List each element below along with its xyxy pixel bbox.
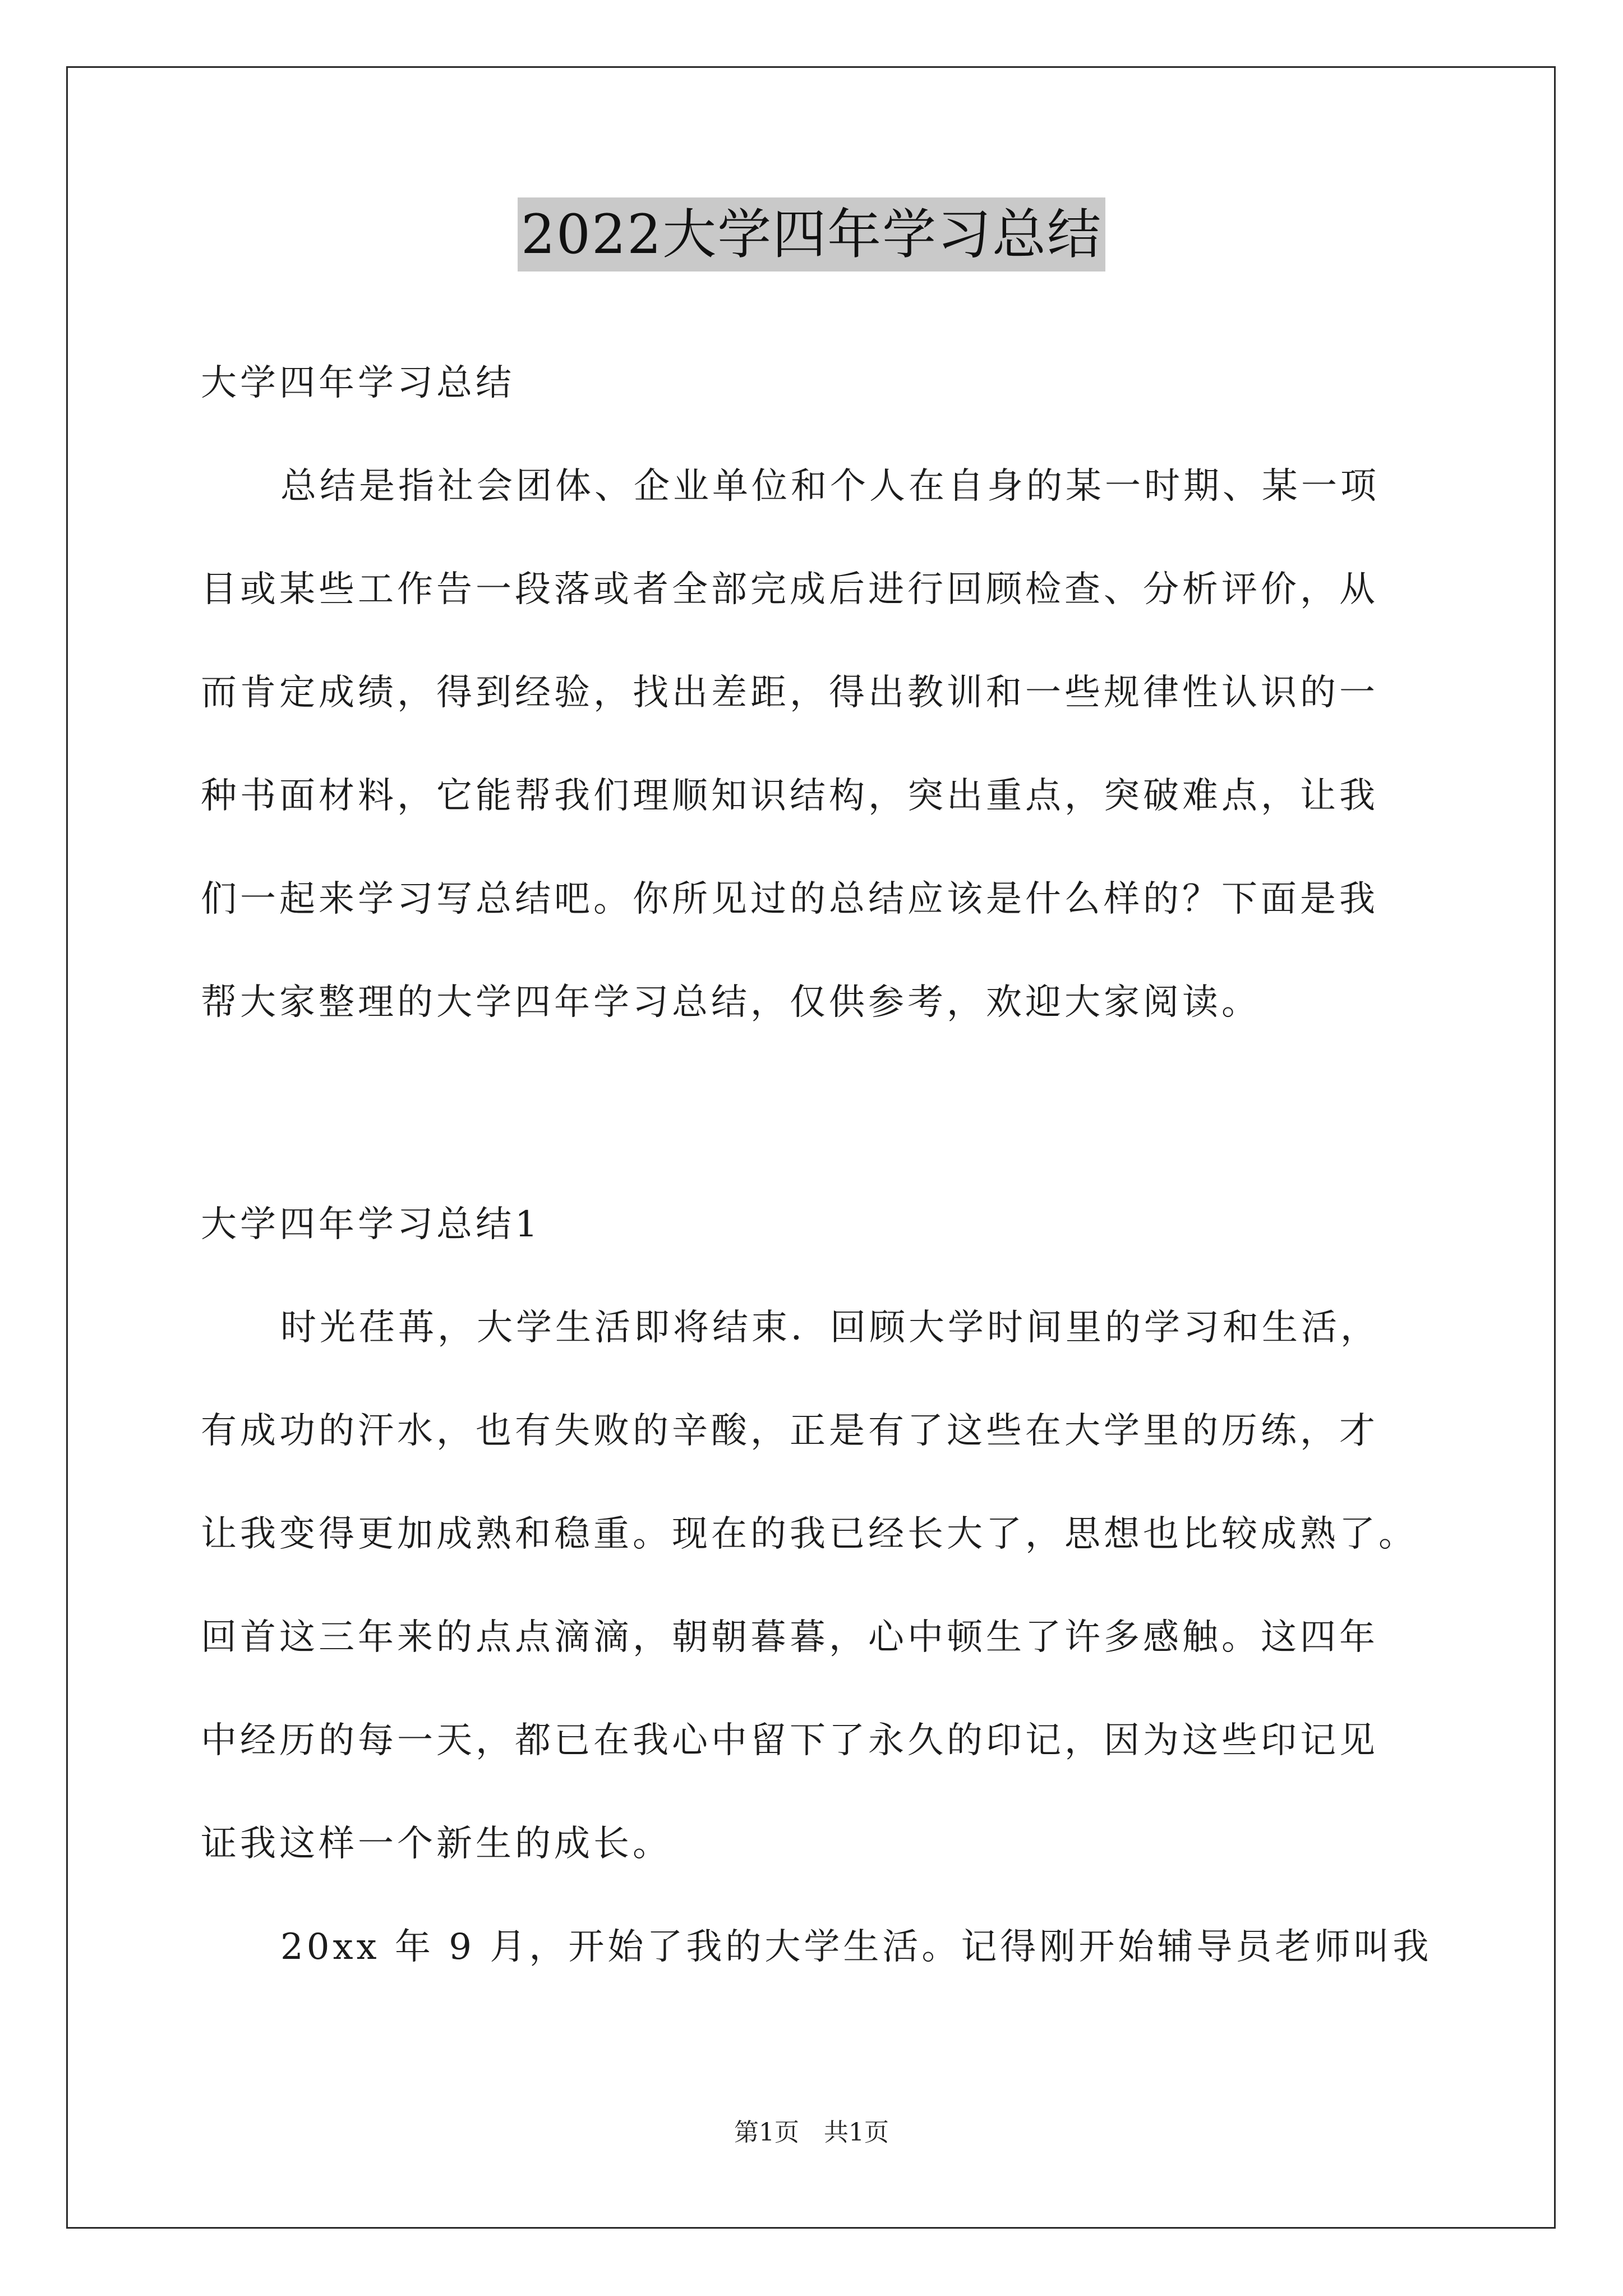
section-heading-1: 大学四年学习总结1 — [201, 1204, 541, 1245]
paragraph-line-6: 证我这样一个新生的成长。 — [201, 1823, 672, 1865]
section-heading: 大学四年学习总结 — [201, 362, 515, 404]
page-footer: 第1页 共1页 — [734, 2118, 889, 2147]
title-container — [0, 197, 1623, 272]
intro-line-5: 们一起来学习写总结吧。你所见过的总结应该是什么样的？下面是我 — [201, 878, 1378, 920]
document-title: 2022大学四年学习总结 — [518, 197, 1105, 272]
intro-line-2: 目或某些工作告一段落或者全部完成后进行回顾检查、分析评价，从 — [201, 569, 1378, 610]
paragraph-line-2: 有成功的汗水，也有失败的辛酸，正是有了这些在大学里的历练，才 — [201, 1410, 1378, 1452]
paragraph-line-4: 回首这三年来的点点滴滴，朝朝暮暮，心中顿生了许多感触。这四年 — [201, 1617, 1378, 1658]
intro-line-3: 而肯定成绩，得到经验，找出差距，得出教训和一些规律性认识的一 — [201, 672, 1378, 714]
paragraph-line-5: 中经历的每一天，都已在我心中留下了永久的印记，因为这些印记见 — [201, 1720, 1378, 1761]
intro-line-1: 总结是指社会团体、企业单位和个人在自身的某一时期、某一项 — [280, 466, 1380, 507]
paragraph-line-1: 时光荏苒，大学生活即将结束．回顾大学时间里的学习和生活， — [280, 1307, 1380, 1349]
intro-line-6: 帮大家整理的大学四年学习总结，仅供参考，欢迎大家阅读。 — [201, 982, 1261, 1023]
paragraph-line-3: 让我变得更加成熟和稳重。现在的我已经长大了，思想也比较成熟了。 — [201, 1513, 1418, 1555]
paragraph2-line-1: 20xx 年 9 月，开始了我的大学生活。记得刚开始辅导员老师叫我 — [280, 1926, 1432, 1968]
intro-line-4: 种书面材料，它能帮我们理顺知识结构，突出重点，突破难点，让我 — [201, 775, 1378, 817]
